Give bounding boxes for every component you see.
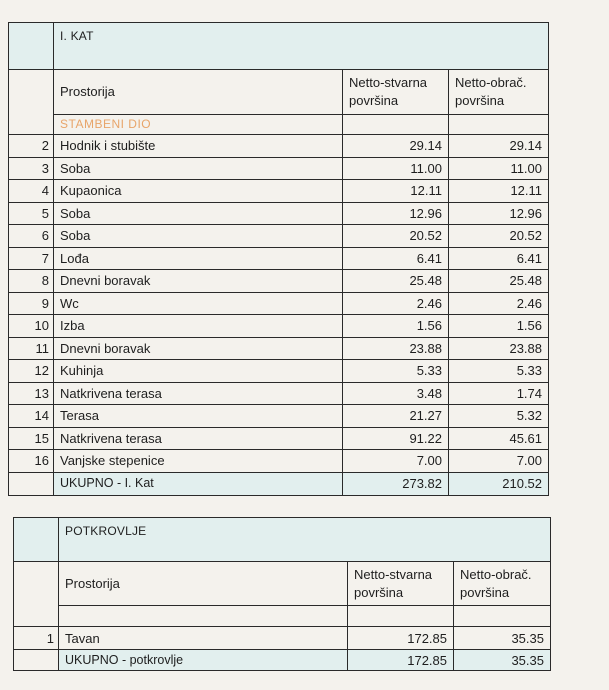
corner-cell xyxy=(14,518,59,562)
column-header-room: Prostorija xyxy=(54,70,343,115)
table-row xyxy=(9,315,549,338)
table-row xyxy=(9,247,549,270)
room-name: Tavan xyxy=(59,627,348,650)
room-name: Vanjske stepenice xyxy=(54,450,343,473)
column-header-net-actual: Netto-stvarna površina xyxy=(343,70,449,115)
room-name: Natkrivena terasa xyxy=(54,382,343,405)
room-name: Dnevni boravak xyxy=(54,270,343,293)
row-number: 10 xyxy=(9,315,54,338)
row-number: 7 xyxy=(9,247,54,270)
row-number: 15 xyxy=(9,427,54,450)
net-actual-value: 7.00 xyxy=(343,450,449,473)
room-name: Wc xyxy=(54,292,343,315)
row-number: 8 xyxy=(9,270,54,293)
net-actual-value: 1.56 xyxy=(343,315,449,338)
room-name: Kupaonica xyxy=(54,180,343,203)
row-number: 13 xyxy=(9,382,54,405)
row-number: 9 xyxy=(9,292,54,315)
net-calc-value: 25.48 xyxy=(449,270,549,293)
net-actual-value: 2.46 xyxy=(343,292,449,315)
row-number: 6 xyxy=(9,225,54,248)
room-name: Izba xyxy=(54,315,343,338)
net-calc-value: 20.52 xyxy=(449,225,549,248)
row-number: 14 xyxy=(9,405,54,428)
net-actual-value: 12.11 xyxy=(343,180,449,203)
net-actual-value: 29.14 xyxy=(343,135,449,158)
net-calc-value: 1.56 xyxy=(449,315,549,338)
blank-cell xyxy=(9,70,54,115)
table-row xyxy=(9,337,549,360)
net-calc-value: 11.00 xyxy=(449,157,549,180)
table-attic xyxy=(13,517,551,671)
table-row xyxy=(9,405,549,428)
table-row xyxy=(9,202,549,225)
blank-cell xyxy=(449,115,549,135)
net-calc-value: 12.11 xyxy=(449,180,549,203)
net-actual-value: 21.27 xyxy=(343,405,449,428)
total-net-calc: 210.52 xyxy=(449,472,549,495)
net-calc-value: 7.00 xyxy=(449,450,549,473)
room-name: Kuhinja xyxy=(54,360,343,383)
table-row xyxy=(9,270,549,293)
table-title: I. KAT xyxy=(54,23,549,70)
net-calc-value: 12.96 xyxy=(449,202,549,225)
table-row xyxy=(9,427,549,450)
column-header-net-calc: Netto-obrač. površina xyxy=(449,70,549,115)
row-number: 11 xyxy=(9,337,54,360)
table-row xyxy=(14,627,551,650)
blank-cell xyxy=(454,606,551,627)
room-name: Soba xyxy=(54,225,343,248)
room-name: Terasa xyxy=(54,405,343,428)
table-row xyxy=(9,157,549,180)
net-actual-value: 25.48 xyxy=(343,270,449,293)
table-row xyxy=(9,382,549,405)
blank-cell xyxy=(14,606,59,627)
net-calc-value: 5.33 xyxy=(449,360,549,383)
room-name: Soba xyxy=(54,157,343,180)
room-name: Dnevni boravak xyxy=(54,337,343,360)
blank-cell xyxy=(348,606,454,627)
row-number: 2 xyxy=(9,135,54,158)
row-number: 1 xyxy=(14,627,59,650)
row-number: 3 xyxy=(9,157,54,180)
net-actual-value: 23.88 xyxy=(343,337,449,360)
blank-cell xyxy=(14,650,59,671)
net-actual-value: 172.85 xyxy=(348,627,454,650)
net-actual-value: 3.48 xyxy=(343,382,449,405)
net-calc-value: 6.41 xyxy=(449,247,549,270)
net-calc-value: 23.88 xyxy=(449,337,549,360)
net-actual-value: 12.96 xyxy=(343,202,449,225)
total-label: UKUPNO - I. Kat xyxy=(54,472,343,495)
table-row xyxy=(9,360,549,383)
table-row xyxy=(9,135,549,158)
blank-cell xyxy=(14,562,59,606)
net-calc-value: 5.32 xyxy=(449,405,549,428)
section-label: STAMBENI DIO xyxy=(54,115,343,135)
column-header-net-actual: Netto-stvarna površina xyxy=(348,562,454,606)
row-number: 12 xyxy=(9,360,54,383)
table-first-floor xyxy=(8,22,549,496)
room-name: Hodnik i stubište xyxy=(54,135,343,158)
table-row xyxy=(9,292,549,315)
row-number: 16 xyxy=(9,450,54,473)
net-calc-value: 35.35 xyxy=(454,627,551,650)
room-name: Lođa xyxy=(54,247,343,270)
row-number: 5 xyxy=(9,202,54,225)
total-label: UKUPNO - potkrovlje xyxy=(59,650,348,671)
net-actual-value: 11.00 xyxy=(343,157,449,180)
table-title: POTKROVLJE xyxy=(59,518,551,562)
net-calc-value: 2.46 xyxy=(449,292,549,315)
net-actual-value: 91.22 xyxy=(343,427,449,450)
blank-cell xyxy=(59,606,348,627)
corner-cell xyxy=(9,23,54,70)
net-actual-value: 6.41 xyxy=(343,247,449,270)
total-net-actual: 172.85 xyxy=(348,650,454,671)
net-calc-value: 1.74 xyxy=(449,382,549,405)
total-net-actual: 273.82 xyxy=(343,472,449,495)
net-calc-value: 29.14 xyxy=(449,135,549,158)
table-row xyxy=(9,225,549,248)
blank-cell xyxy=(9,115,54,135)
table-row xyxy=(9,180,549,203)
table-row xyxy=(9,450,549,473)
total-net-calc: 35.35 xyxy=(454,650,551,671)
column-header-room: Prostorija xyxy=(59,562,348,606)
net-calc-value: 45.61 xyxy=(449,427,549,450)
room-name: Natkrivena terasa xyxy=(54,427,343,450)
blank-cell xyxy=(9,472,54,495)
net-actual-value: 5.33 xyxy=(343,360,449,383)
room-name: Soba xyxy=(54,202,343,225)
net-actual-value: 20.52 xyxy=(343,225,449,248)
column-header-net-calc: Netto-obrač. površina xyxy=(454,562,551,606)
row-number: 4 xyxy=(9,180,54,203)
blank-cell xyxy=(343,115,449,135)
